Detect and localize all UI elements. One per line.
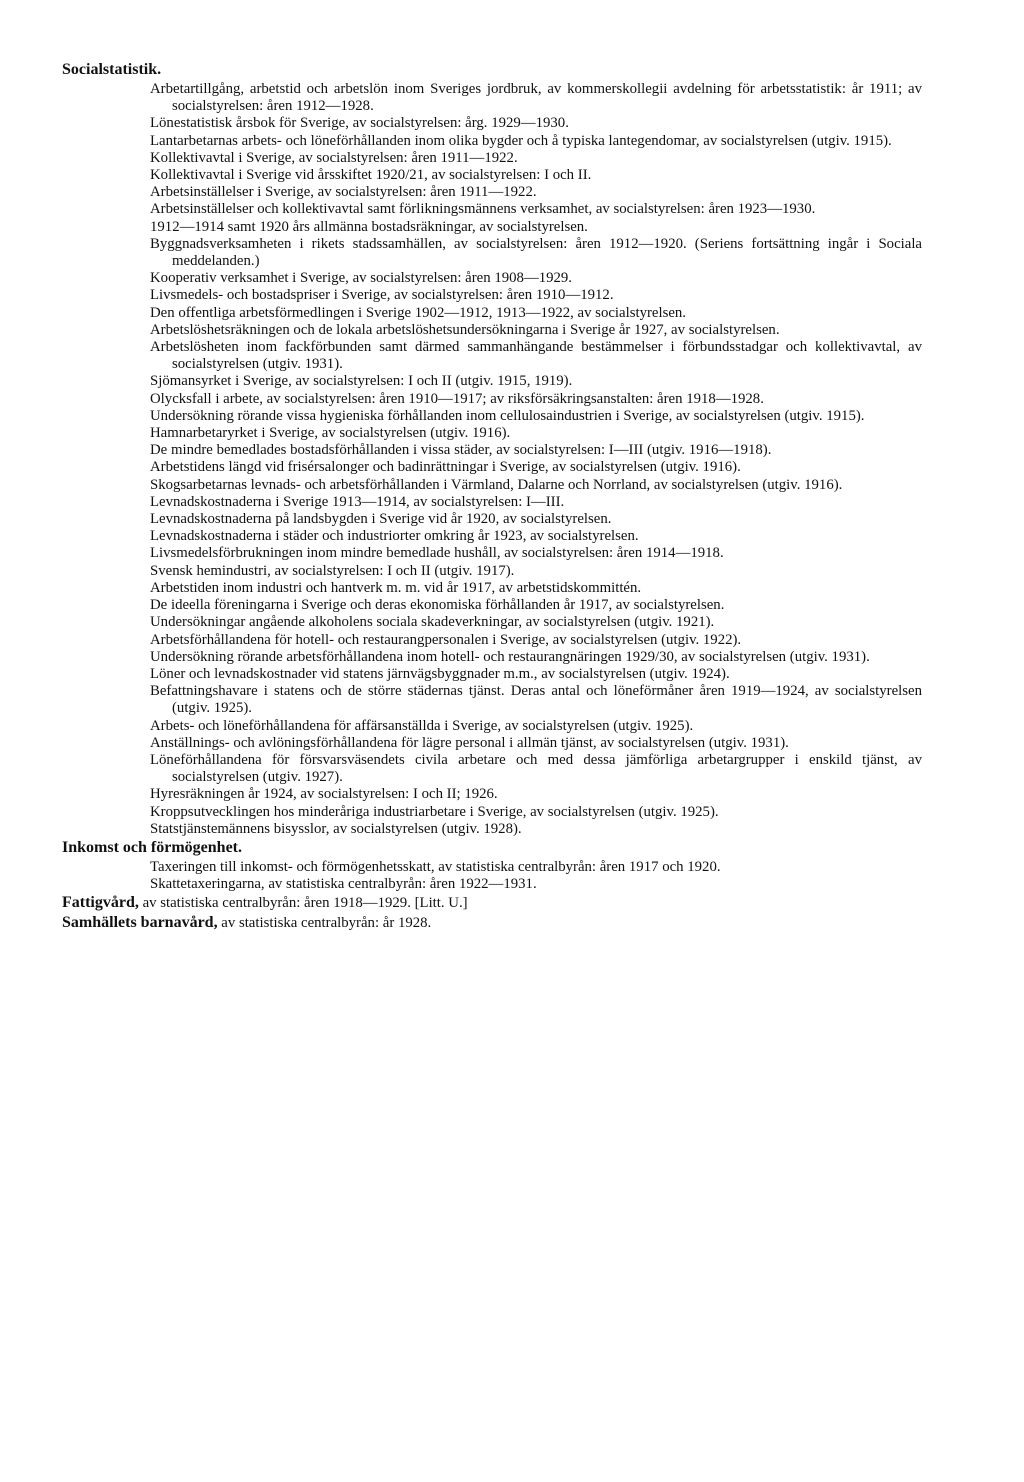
list-item: Arbetstidens längd vid frisérsalonger och badinrättningar i Sverige, av socialstyrelsen (utgiv. 1916). [150,459,741,476]
list-item: Arbetsinställelser i Sverige, av socialstyrelsen: åren 1911—1922. [150,184,537,201]
section-inkomst [62,838,922,893]
section-barnavard [62,913,922,933]
list-item: Kollektivavtal i Sverige, av socialstyrelsen: åren 1911—1922. [150,149,518,166]
list-item: Undersökning rörande arbetsförhållandena inom hotell- och restaurangnäringen 1929/30, av socialstyrelsen (utgiv. 1931). [150,648,870,665]
list-item: Hamnarbetaryrket i Sverige, av socialstyrelsen (utgiv. 1916). [150,425,511,442]
list-item: Skattetaxeringarna, av statistiska centralbyrån: åren 1922—1931. [150,876,537,893]
list-item: Olycksfall i arbete, av socialstyrelsen: åren 1910—1917; av riksförsäkringsanstalten: åren 1918—1928. [150,390,764,407]
list-item: Arbetartillgång, arbetstid och arbetslön inom Sveriges jordbruk, av kommerskollegii avdelning för arbetsstatistik: år 1911; av socialstyrelsen: åren 1912—1928. [150,81,922,115]
entry-list [150,81,922,838]
list-item: Sjömansyrket i Sverige, av socialstyrelsen: I och II (utgiv. 1915, 1919). [150,373,573,390]
list-item: Kroppsutvecklingen hos minderåriga industriarbetare i Sverige, av socialstyrelsen (utgiv. 1925). [150,803,719,820]
list-item: Svensk hemindustri, av socialstyrelsen: I och II (utgiv. 1917). [150,562,515,579]
list-item: Levnadskostnaderna i städer och industriorter omkring år 1923, av socialstyrelsen. [150,528,639,545]
section-heading-barnavard: Samhällets barnavård, [62,914,218,932]
list-item: Undersökningar angående alkoholens sociala skadeverkningar, av socialstyrelsen (utgiv. 1921). [150,614,715,631]
list-item: Livsmedels- och bostadspriser i Sverige, av socialstyrelsen: åren 1910—1912. [150,287,614,304]
list-item: Hyresräkningen år 1924, av socialstyrelsen: I och II; 1926. [150,786,498,803]
list-item: Arbetslöshetsräkningen och de lokala arbetslöshetsundersökningarna i Sverige år 1927, av socialstyrelsen. [150,321,780,338]
list-item: Byggnadsverksamheten i rikets stadssamhällen, av socialstyrelsen: åren 1912—1920. (Seriens fortsättning ingår i Sociala meddelanden.) [150,235,922,270]
list-item: Kooperativ verksamhet i Sverige, av socialstyrelsen: åren 1908—1929. [150,270,573,287]
list-item: Taxeringen till inkomst- och förmögenhetsskatt, av statistiska centralbyrån: åren 1917 och 1920. [150,858,721,875]
list-item: Arbetsförhållandena för hotell- och restaurangpersonalen i Sverige, av socialstyrelsen (utgiv. 1922). [150,631,742,648]
list-item: Löner och levnadskostnader vid statens järnvägsbyggnader m.m., av socialstyrelsen (utgiv. 1924). [150,665,730,682]
list-item: Befattningshavare i statens och de större städernas tjänst. Deras antal och löneförmåner åren 1919—1924, av socialstyrelsen (utgiv. 1925). [150,683,922,717]
document-page [62,60,922,933]
list-item: Skogsarbetarnas levnads- och arbetsförhållanden i Värmland, Dalarne och Norrland, av socialstyrelsen (utgiv. 1916). [150,476,843,493]
list-item: Levnadskostnaderna i Sverige 1913—1914, av socialstyrelsen: I—III. [150,493,565,510]
list-item: Undersökning rörande vissa hygieniska förhållanden inom cellulosaindustrien i Sverige, av socialstyrelsen (utgiv. 1915). [150,407,865,424]
list-item: De ideella föreningarna i Sverige och deras ekonomiska förhållanden år 1917, av socialstyrelsen. [150,597,725,614]
list-item: Arbetsinställelser och kollektivavtal samt förlikningsmännens verksamhet, av socialstyrelsen: åren 1923—1930. [150,201,816,218]
list-item: Livsmedelsförbrukningen inom mindre bemedlade hushåll, av socialstyrelsen: åren 1914—1918. [150,545,724,562]
list-item: Arbetstiden inom industri och hantverk m. m. vid år 1917, av arbetstidskommittén. [150,579,642,596]
list-item: De mindre bemedlades bostadsförhållanden i vissa städer, av socialstyrelsen: I—III (utgiv. 1916—1918). [150,442,772,459]
list-item: Statstjänstemännens bisysslor, av socialstyrelsen (utgiv. 1928). [150,820,522,837]
section-heading-inkomst: Inkomst och förmögenhet. [62,838,242,856]
list-item: Lönestatistisk årsbok för Sverige, av socialstyrelsen: årg. 1929—1930. [150,115,569,132]
section-text-barnavard: av statistiska centralbyrån: år 1928. [217,915,432,932]
section-heading-socialstatistik: Socialstatistik. [62,61,162,78]
section-heading-fattigvard: Fattigvård, [62,894,139,912]
list-item: Levnadskostnaderna på landsbygden i Sverige vid år 1920, av socialstyrelsen. [150,511,612,528]
entry-list [150,859,922,893]
list-item: Löneförhållandena för försvarsväsendets civila arbetare och med dessa jämförliga arbetargrupper i enskild tjänst, av socialstyrelsen (utgiv. 1927). [150,751,922,786]
list-item: Arbets- och löneförhållandena för affärsanställda i Sverige, av socialstyrelsen (utgiv. 1925). [150,717,694,734]
list-item: Anställnings- och avlöningsförhållandena för lägre personal i allmän tjänst, av socialstyrelsen (utgiv. 1931). [150,734,789,751]
list-item: Den offentliga arbetsförmedlingen i Sverige 1902—1912, 1913—1922, av socialstyrelsen. [150,304,686,321]
section-fattigvard [62,893,922,913]
list-item: Lantarbetarnas arbets- och löneförhållanden inom olika bygder och å typiska lantegendomar, av socialstyrelsen (utgiv. 1915). [150,132,892,149]
list-item: 1912—1914 samt 1920 års allmänna bostadsräkningar, av socialstyrelsen. [150,218,588,235]
list-item: Arbetslösheten inom fackförbunden samt därmed sammanhängande bestämmelser i förbundsstadgar och kollektivavtal, av socialstyrelsen (utgiv. 1931). [150,339,922,373]
list-item: Kollektivavtal i Sverige vid årsskiftet 1920/21, av socialstyrelsen: I och II. [150,167,592,184]
section-socialstatistik [62,60,922,838]
section-text-fattigvard: av statistiska centralbyrån: åren 1918—1929. [Litt. U.] [138,895,468,912]
